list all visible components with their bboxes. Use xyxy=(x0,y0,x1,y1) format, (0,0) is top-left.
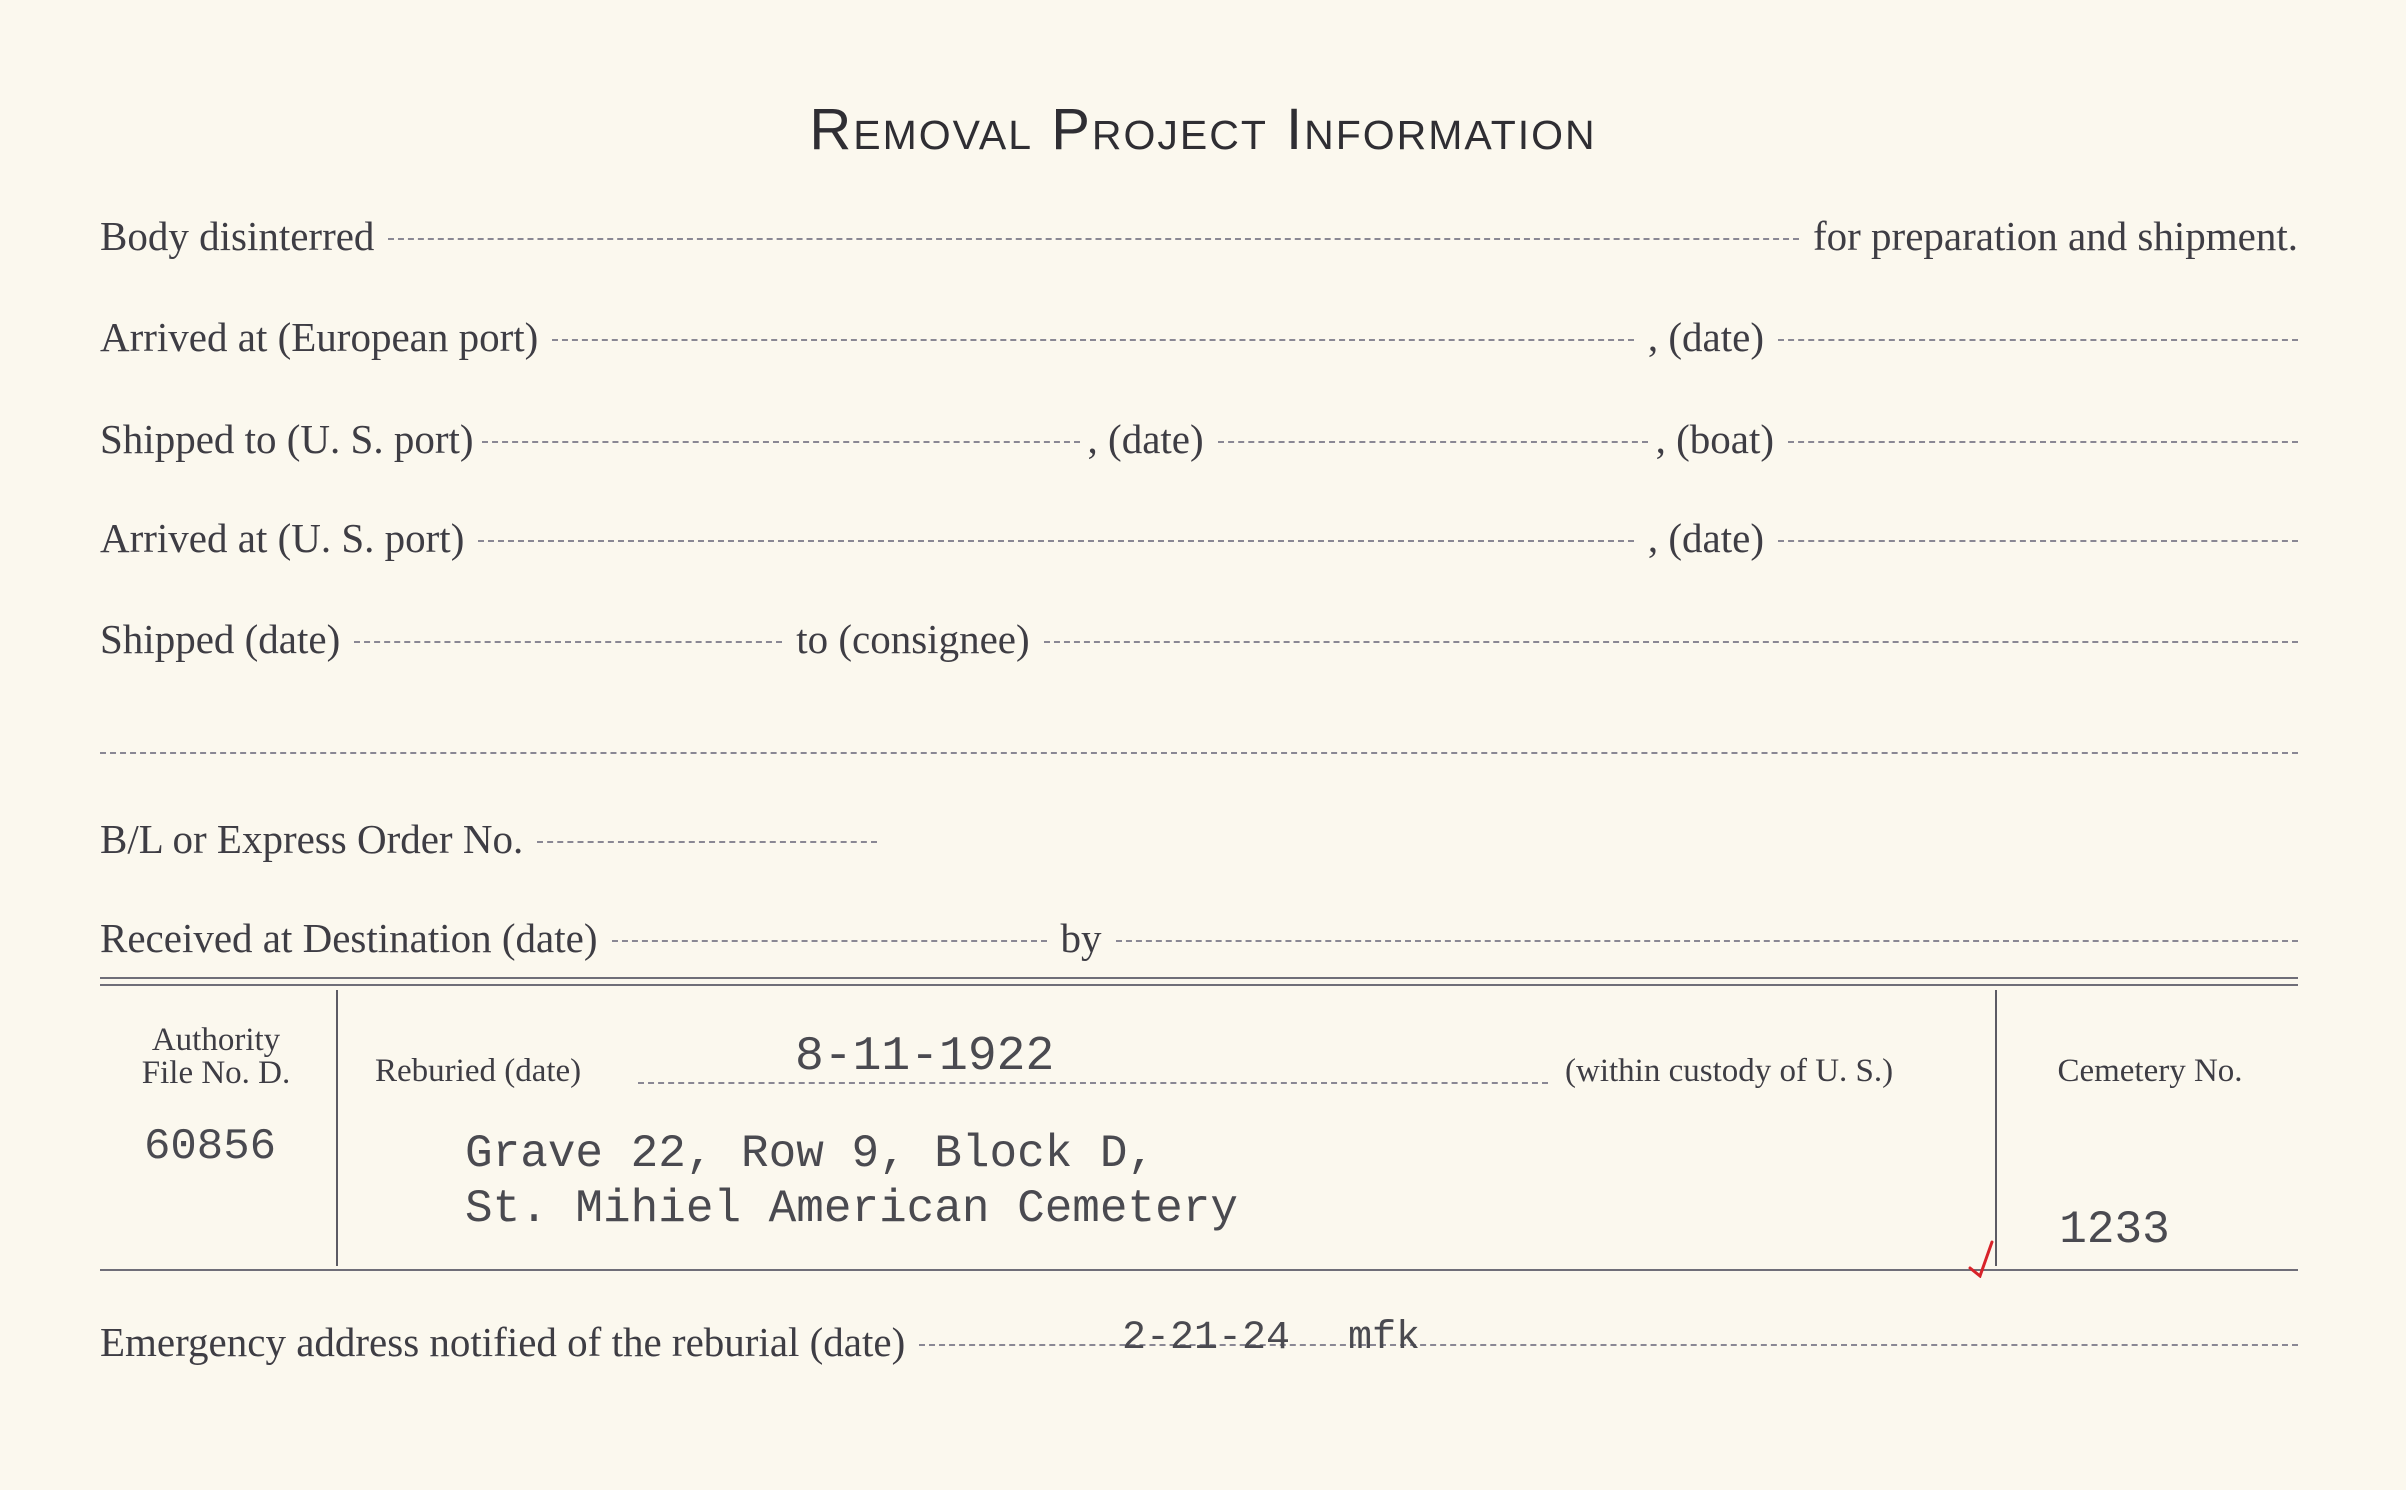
disinterred-blank xyxy=(388,238,1799,240)
received-by-label: by xyxy=(1060,915,1102,961)
row-arrived-europe xyxy=(100,313,2298,361)
shipped-us-blank xyxy=(482,441,1080,443)
disinterred-suffix: for preparation and shipment. xyxy=(1812,213,2298,259)
arrived-europe-date-blank xyxy=(1778,339,2298,341)
card-title: Removal Project Information xyxy=(809,97,1597,162)
table-divider-right xyxy=(1995,990,1997,1266)
reburied-date-value: 8-11-1922 xyxy=(795,1030,1055,1084)
arrived-europe-blank xyxy=(552,339,1634,341)
table-top-rule-double xyxy=(100,984,2298,986)
shipped-date-blank xyxy=(354,641,782,643)
shipped-us-boat-label: , (boat) xyxy=(1655,416,1775,462)
row-arrived-us xyxy=(100,514,2298,562)
reburied-date-blank xyxy=(638,1082,1548,1084)
authority-label-line-1: Authority xyxy=(151,1022,281,1058)
received-label: Received at Destination (date) xyxy=(100,915,598,961)
arrived-us-label: Arrived at (U. S. port) xyxy=(100,515,465,561)
arrived-europe-label: Arrived at (European port) xyxy=(100,314,539,360)
consignee-label: to (consignee) xyxy=(796,616,1030,662)
shipped-us-date-label: , (date) xyxy=(1087,416,1204,462)
arrived-us-date-label: , (date) xyxy=(1647,515,1764,561)
table-top-rule xyxy=(100,977,2298,979)
reburied-label: Reburied (date) xyxy=(375,1053,582,1089)
consignee-continuation-blank xyxy=(100,752,2298,754)
arrived-us-date-blank xyxy=(1778,540,2298,542)
received-date-blank xyxy=(612,940,1047,942)
grave-location-line-1: Grave 22, Row 9, Block D, xyxy=(465,1128,1156,1180)
row-disinterred xyxy=(100,212,2298,260)
shipped-us-date-blank xyxy=(1218,441,1648,443)
emergency-label: Emergency address notified of the reburial (date) xyxy=(100,1319,906,1365)
row-received xyxy=(100,914,2298,962)
cemetery-label: Cemetery No. xyxy=(2057,1053,2243,1089)
emergency-date-value: 2-21-24 xyxy=(1122,1316,1291,1361)
arrived-europe-date-label: , (date) xyxy=(1647,314,1764,360)
custody-label: (within custody of U. S.) xyxy=(1565,1053,1894,1089)
table-divider-left xyxy=(336,990,338,1266)
shipped-date-label: Shipped (date) xyxy=(100,616,341,662)
shipped-us-boat-blank xyxy=(1788,441,2298,443)
bl-order-blank xyxy=(537,841,877,843)
bl-order-label: B/L or Express Order No. xyxy=(100,816,524,862)
red-check-mark-icon xyxy=(1966,1238,1996,1278)
shipped-us-label: Shipped to (U. S. port) xyxy=(100,416,474,462)
cemetery-number: 1233 xyxy=(2059,1204,2170,1256)
authority-file-number: 60856 xyxy=(143,1122,277,1172)
row-bl-order xyxy=(100,815,2298,863)
row-shipped-date xyxy=(100,615,2298,663)
authority-label-line-2: File No. D. xyxy=(141,1055,291,1091)
row-shipped-us xyxy=(100,415,2298,463)
consignee-blank xyxy=(1044,641,2298,643)
emergency-initials: mfk xyxy=(1348,1316,1421,1361)
arrived-us-blank xyxy=(478,540,1634,542)
received-by-blank xyxy=(1116,940,2299,942)
grave-location-line-2: St. Mihiel American Cemetery xyxy=(465,1183,1238,1235)
disinterred-label: Body disinterred xyxy=(100,213,375,259)
